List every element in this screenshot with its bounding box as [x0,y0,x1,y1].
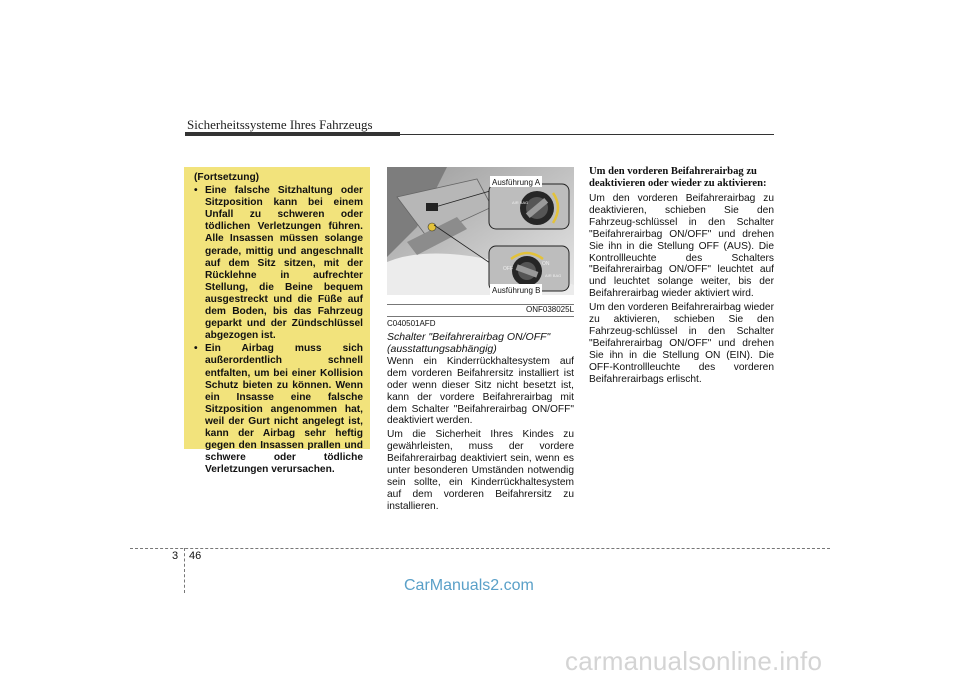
warning-item: • Ein Airbag muss sich außerordentlich schnell entfalten, um bei einer Kollision Schutz bieten zu können. Wenn ein Insasse eine falsche Sitzposition angenommen hat, weil der Gurt nicht angelegt ist, kann der Airbag sehr heftig gegen den Insassen prallen und schwere oder tödliche Verletzungen verursachen. [194,343,363,476]
footer-rule [130,548,830,549]
instructions-column [589,166,774,388]
key-slot-marker [428,223,436,231]
switch-b-on-text: ON [542,261,550,267]
section-paragraph: Wenn ein Kinderrückhaltesystem auf dem vorderen Beifahrersitz installiert ist oder wenn dieser Sitz nicht besetzt ist, kann der vordere Beifahrerairbag mit dem Schalter "Beifahrerairbag ON/OFF" deaktiviert werden. [387,355,574,427]
section-code: C040501AFD [387,319,436,328]
warning-item: • Eine falsche Sitzhaltung oder Sitzposition kann bei einem Unfall zu schweren oder tödlichen Verletzungen führen. Alle Insassen müssen solange gerade, mittig und angeschnallt auf dem Sitz sitzen, mit der Rücklehne in aufrechter Stellung, die Beine bequem ausgestreckt und die Füße auf dem Boden, bis das Fahrzeug geparkt und der Zündschlüssel abgezogen ist. [194,185,363,342]
section-title: Schalter "Beifahrerairbag ON/OFF" (ausstattungsabhängig) [387,330,551,355]
header-rule-thin [400,134,774,135]
watermark-top[interactable]: CarManuals2.com [404,577,534,594]
warning-list [194,185,363,476]
figure-rule-bottom [387,316,574,317]
dashboard-illustration [387,167,574,295]
airbag-switch-figure [387,167,574,295]
section-paragraph: Um die Sicherheit Ihres Kindes zu gewährleisten, muss der vordere Beifahrerairbag deaktiviert sein, wenn es unter besonderen Umständen notwendig sein sollte, ein Kinderrückhaltesystem auf dem vorderen Beifahrersitz zu installieren. [387,429,574,512]
page-header-title: Sicherheitssysteme Ihres Fahrzeugs [187,117,373,132]
figure-caption: ONF038025L [526,305,575,314]
label-variant-a: Ausführung A [492,178,541,187]
warning-continued-label: (Fortsetzung) [194,172,260,183]
label-variant-b: Ausführung B [492,286,541,295]
instructions-paragraph: Um den vorderen Beifahrerairbag wieder zu aktivieren, schieben Sie den Fahrzeug-schlüssel in den Schalter "Beifahrerairbag ON/OFF" und drehen Sie ihn in die Stellung ON (EIN). Die OFF-Kontrollleuchte des vorderen Beifahrerairbags erlischt. [589,302,774,385]
instructions-heading: Um den vorderen Beifahrerairbag zu deaktivieren oder wieder zu aktivieren: [589,166,767,189]
switch-b-text: AIR BAG [545,273,562,278]
switch-b-off-text: OFF [503,266,513,272]
instructions-paragraph: Um den vorderen Beifahrerairbag zu deaktivieren, schieben Sie den Fahrzeug-schlüssel in den Schalter "Beifahrerairbag ON/OFF" und drehen Sie ihn in die Stellung OFF (AUS). Die Kontrollleuchte des Schalters "Beifahrerairbag ON/OFF" leuchtet auf und leuchtet solange weiter, bis der Beifahrerairbag wieder aktiviert wird. [589,193,774,300]
switch-a-text: AIR BAG [512,200,529,205]
warning-box [184,167,370,476]
page-number: 46 [189,550,202,562]
chapter-number: 3 [172,550,179,562]
section-column [387,318,574,515]
header-rule-thick [185,132,400,136]
watermark-bottom[interactable]: carmanualsonline.info [565,646,823,676]
footer-divider [184,548,185,593]
